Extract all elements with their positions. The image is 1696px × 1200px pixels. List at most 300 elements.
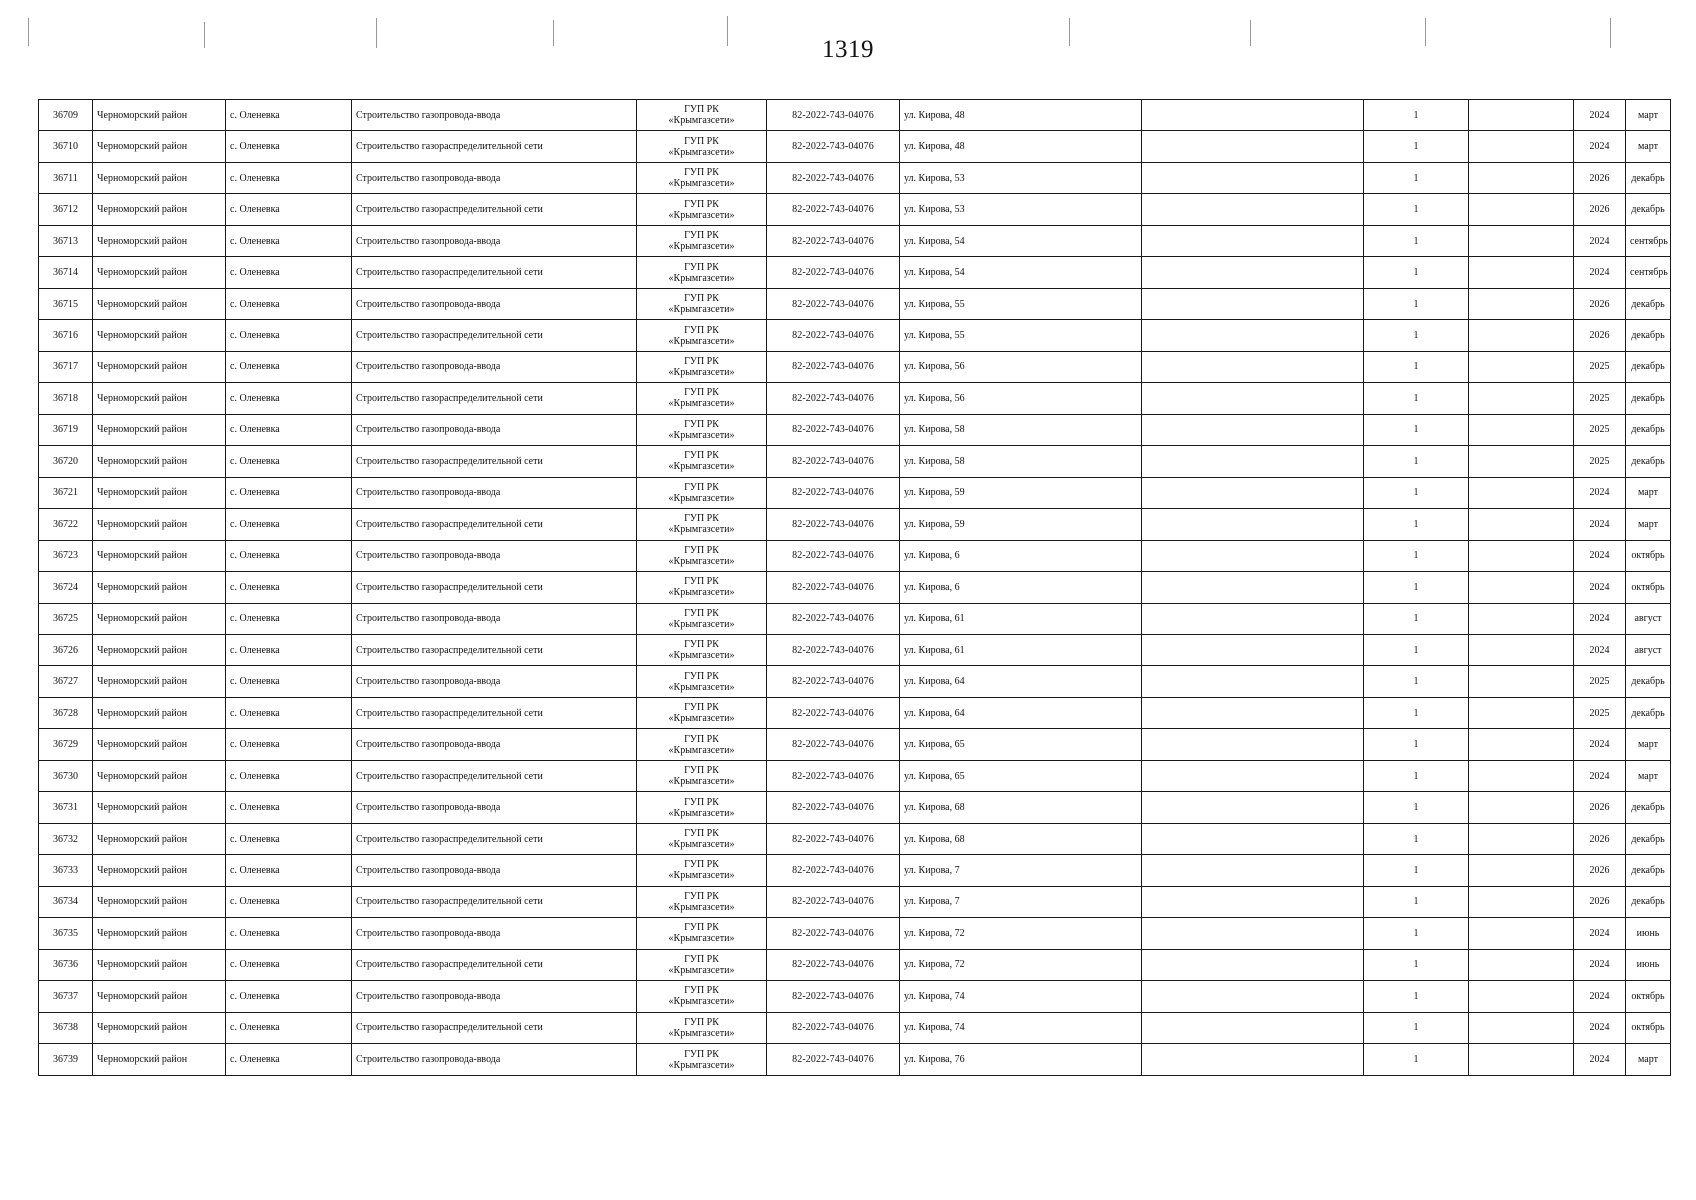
registration-number-cell: 82-2022-743-04076	[767, 792, 900, 823]
table-row	[39, 603, 1671, 634]
empty-cell	[1142, 949, 1364, 980]
district-cell: Черноморский район	[93, 918, 226, 949]
organization-type: ГУП РК	[684, 890, 719, 902]
organization-cell	[637, 823, 767, 854]
table-row	[39, 1044, 1671, 1076]
address-cell: ул. Кирова, 59	[900, 509, 1142, 540]
empty-cell	[1142, 320, 1364, 351]
organization-type: ГУП РК	[684, 135, 719, 147]
registration-number-cell: 82-2022-743-04076	[767, 886, 900, 917]
quantity-cell: 1	[1364, 446, 1469, 477]
address-cell: ул. Кирова, 61	[900, 634, 1142, 665]
registration-number-cell: 82-2022-743-04076	[767, 572, 900, 603]
month-cell: июнь	[1626, 918, 1671, 949]
year-cell: 2024	[1574, 509, 1626, 540]
month-cell: март	[1626, 760, 1671, 791]
address-cell: ул. Кирова, 58	[900, 446, 1142, 477]
row-id: 36719	[39, 414, 93, 445]
empty-cell	[1142, 288, 1364, 319]
work-type-cell: Строительство газораспределительной сети	[352, 572, 637, 603]
registration-number-cell: 82-2022-743-04076	[767, 1012, 900, 1043]
year-cell: 2024	[1574, 257, 1626, 288]
month-cell: декабрь	[1626, 666, 1671, 697]
organization-cell	[637, 634, 767, 665]
empty-cell	[1142, 351, 1364, 382]
quantity-cell: 1	[1364, 981, 1469, 1012]
registration-number-cell: 82-2022-743-04076	[767, 194, 900, 225]
organization-type: ГУП РК	[684, 387, 719, 399]
month-cell: июнь	[1626, 949, 1671, 980]
district-cell: Черноморский район	[93, 603, 226, 634]
year-cell: 2026	[1574, 194, 1626, 225]
organization-cell	[637, 100, 767, 131]
empty-cell	[1142, 697, 1364, 728]
quantity-cell: 1	[1364, 351, 1469, 382]
locality-cell: с. Оленевка	[226, 760, 352, 791]
address-cell: ул. Кирова, 61	[900, 603, 1142, 634]
month-cell: декабрь	[1626, 351, 1671, 382]
quantity-cell: 1	[1364, 131, 1469, 162]
work-type-cell: Строительство газопровода-ввода	[352, 162, 637, 193]
organization-type: ГУП РК	[684, 702, 719, 714]
district-cell: Черноморский район	[93, 823, 226, 854]
organization-cell	[637, 666, 767, 697]
table-body	[39, 100, 1671, 1076]
locality-cell: с. Оленевка	[226, 477, 352, 508]
address-cell: ул. Кирова, 65	[900, 729, 1142, 760]
locality-cell: с. Оленевка	[226, 288, 352, 319]
row-id: 36734	[39, 886, 93, 917]
month-cell: декабрь	[1626, 288, 1671, 319]
row-id: 36736	[39, 949, 93, 980]
table-row	[39, 194, 1671, 225]
work-type-cell: Строительство газопровода-ввода	[352, 225, 637, 256]
table-row	[39, 540, 1671, 571]
organization-type: ГУП РК	[684, 576, 719, 588]
organization-cell	[637, 1044, 767, 1076]
row-id: 36721	[39, 477, 93, 508]
quantity-cell: 1	[1364, 666, 1469, 697]
address-cell: ул. Кирова, 68	[900, 823, 1142, 854]
district-cell: Черноморский район	[93, 540, 226, 571]
empty-cell	[1469, 886, 1574, 917]
table-row	[39, 320, 1671, 351]
year-cell: 2024	[1574, 729, 1626, 760]
organization-type: ГУП РК	[684, 513, 719, 525]
empty-cell	[1469, 603, 1574, 634]
district-cell: Черноморский район	[93, 981, 226, 1012]
locality-cell: с. Оленевка	[226, 855, 352, 886]
row-id: 36709	[39, 100, 93, 131]
locality-cell: с. Оленевка	[226, 729, 352, 760]
organization-name: «Крымгазсети»	[668, 555, 735, 567]
locality-cell: с. Оленевка	[226, 131, 352, 162]
organization-type: ГУП РК	[684, 765, 719, 777]
quantity-cell: 1	[1364, 288, 1469, 319]
empty-cell	[1469, 949, 1574, 980]
address-cell: ул. Кирова, 64	[900, 666, 1142, 697]
work-type-cell: Строительство газораспределительной сети	[352, 1012, 637, 1043]
empty-cell	[1469, 351, 1574, 382]
organization-name: «Крымгазсети»	[668, 241, 735, 253]
organization-name: «Крымгазсети»	[668, 933, 735, 945]
quantity-cell: 1	[1364, 225, 1469, 256]
organization-cell	[637, 886, 767, 917]
registration-number-cell: 82-2022-743-04076	[767, 603, 900, 634]
organization-type: ГУП РК	[684, 639, 719, 651]
row-id: 36724	[39, 572, 93, 603]
address-cell: ул. Кирова, 53	[900, 162, 1142, 193]
table-row	[39, 572, 1671, 603]
registration-number-cell: 82-2022-743-04076	[767, 1044, 900, 1076]
empty-cell	[1469, 572, 1574, 603]
scan-artifact	[28, 18, 29, 46]
month-cell: декабрь	[1626, 194, 1671, 225]
address-cell: ул. Кирова, 64	[900, 697, 1142, 728]
year-cell: 2024	[1574, 100, 1626, 131]
quantity-cell: 1	[1364, 697, 1469, 728]
row-id: 36722	[39, 509, 93, 540]
address-cell: ул. Кирова, 48	[900, 100, 1142, 131]
address-cell: ул. Кирова, 72	[900, 918, 1142, 949]
organization-name: «Крымгазсети»	[668, 272, 735, 284]
locality-cell: с. Оленевка	[226, 257, 352, 288]
registration-number-cell: 82-2022-743-04076	[767, 131, 900, 162]
year-cell: 2026	[1574, 288, 1626, 319]
district-cell: Черноморский район	[93, 1012, 226, 1043]
locality-cell: с. Оленевка	[226, 572, 352, 603]
address-cell: ул. Кирова, 53	[900, 194, 1142, 225]
organization-type: ГУП РК	[684, 828, 719, 840]
table-row	[39, 509, 1671, 540]
organization-type: ГУП РК	[684, 733, 719, 745]
work-type-cell: Строительство газопровода-ввода	[352, 477, 637, 508]
registration-number-cell: 82-2022-743-04076	[767, 414, 900, 445]
empty-cell	[1142, 446, 1364, 477]
organization-name: «Крымгазсети»	[668, 901, 735, 913]
district-cell: Черноморский район	[93, 792, 226, 823]
empty-cell	[1469, 446, 1574, 477]
locality-cell: с. Оленевка	[226, 697, 352, 728]
empty-cell	[1469, 855, 1574, 886]
scan-artifact	[727, 16, 728, 46]
organization-name: «Крымгазсети»	[668, 650, 735, 662]
locality-cell: с. Оленевка	[226, 320, 352, 351]
row-id: 36739	[39, 1044, 93, 1076]
quantity-cell: 1	[1364, 886, 1469, 917]
address-cell: ул. Кирова, 48	[900, 131, 1142, 162]
locality-cell: с. Оленевка	[226, 792, 352, 823]
scan-artifact	[1250, 20, 1251, 46]
empty-cell	[1469, 509, 1574, 540]
organization-name: «Крымгазсети»	[668, 1059, 735, 1071]
empty-cell	[1469, 540, 1574, 571]
address-cell: ул. Кирова, 68	[900, 792, 1142, 823]
district-cell: Черноморский район	[93, 509, 226, 540]
organization-name: «Крымгазсети»	[668, 524, 735, 536]
month-cell: март	[1626, 1044, 1671, 1076]
district-cell: Черноморский район	[93, 760, 226, 791]
table-row	[39, 288, 1671, 319]
work-type-cell: Строительство газораспределительной сети	[352, 383, 637, 414]
organization-cell	[637, 918, 767, 949]
district-cell: Черноморский район	[93, 697, 226, 728]
organization-name: «Крымгазсети»	[668, 870, 735, 882]
row-id: 36720	[39, 446, 93, 477]
quantity-cell: 1	[1364, 855, 1469, 886]
empty-cell	[1469, 100, 1574, 131]
empty-cell	[1142, 792, 1364, 823]
quantity-cell: 1	[1364, 414, 1469, 445]
organization-type: ГУП РК	[684, 324, 719, 336]
year-cell: 2024	[1574, 603, 1626, 634]
locality-cell: с. Оленевка	[226, 981, 352, 1012]
empty-cell	[1142, 100, 1364, 131]
registration-number-cell: 82-2022-743-04076	[767, 100, 900, 131]
month-cell: сентябрь	[1626, 257, 1671, 288]
locality-cell: с. Оленевка	[226, 823, 352, 854]
address-cell: ул. Кирова, 55	[900, 320, 1142, 351]
empty-cell	[1142, 225, 1364, 256]
row-id: 36723	[39, 540, 93, 571]
year-cell: 2024	[1574, 981, 1626, 1012]
district-cell: Черноморский район	[93, 634, 226, 665]
table-row	[39, 446, 1671, 477]
quantity-cell: 1	[1364, 949, 1469, 980]
row-id: 36733	[39, 855, 93, 886]
organization-name: «Крымгазсети»	[668, 366, 735, 378]
district-cell: Черноморский район	[93, 194, 226, 225]
registration-number-cell: 82-2022-743-04076	[767, 477, 900, 508]
quantity-cell: 1	[1364, 572, 1469, 603]
organization-cell	[637, 162, 767, 193]
empty-cell	[1142, 194, 1364, 225]
month-cell: октябрь	[1626, 981, 1671, 1012]
quantity-cell: 1	[1364, 792, 1469, 823]
work-type-cell: Строительство газопровода-ввода	[352, 981, 637, 1012]
work-type-cell: Строительство газопровода-ввода	[352, 603, 637, 634]
year-cell: 2025	[1574, 446, 1626, 477]
work-type-cell: Строительство газопровода-ввода	[352, 288, 637, 319]
empty-cell	[1142, 540, 1364, 571]
organization-name: «Крымгазсети»	[668, 429, 735, 441]
organization-name: «Крымгазсети»	[668, 776, 735, 788]
work-type-cell: Строительство газопровода-ввода	[352, 792, 637, 823]
empty-cell	[1469, 414, 1574, 445]
quantity-cell: 1	[1364, 540, 1469, 571]
organization-name: «Крымгазсети»	[668, 146, 735, 158]
registration-number-cell: 82-2022-743-04076	[767, 760, 900, 791]
registration-number-cell: 82-2022-743-04076	[767, 383, 900, 414]
empty-cell	[1469, 697, 1574, 728]
work-type-cell: Строительство газопровода-ввода	[352, 729, 637, 760]
organization-name: «Крымгазсети»	[668, 839, 735, 851]
table-row	[39, 886, 1671, 917]
organization-cell	[637, 351, 767, 382]
month-cell: декабрь	[1626, 855, 1671, 886]
row-id: 36717	[39, 351, 93, 382]
district-cell: Черноморский район	[93, 351, 226, 382]
organization-type: ГУП РК	[684, 198, 719, 210]
work-type-cell: Строительство газопровода-ввода	[352, 414, 637, 445]
work-type-cell: Строительство газопровода-ввода	[352, 666, 637, 697]
year-cell: 2026	[1574, 320, 1626, 351]
registration-number-cell: 82-2022-743-04076	[767, 351, 900, 382]
year-cell: 2024	[1574, 634, 1626, 665]
organization-name: «Крымгазсети»	[668, 587, 735, 599]
locality-cell: с. Оленевка	[226, 414, 352, 445]
row-id: 36714	[39, 257, 93, 288]
year-cell: 2026	[1574, 823, 1626, 854]
empty-cell	[1142, 729, 1364, 760]
district-cell: Черноморский район	[93, 1044, 226, 1076]
organization-name: «Крымгазсети»	[668, 492, 735, 504]
organization-type: ГУП РК	[684, 953, 719, 965]
address-cell: ул. Кирова, 7	[900, 855, 1142, 886]
organization-name: «Крымгазсети»	[668, 681, 735, 693]
organization-cell	[637, 131, 767, 162]
empty-cell	[1469, 320, 1574, 351]
scan-artifact	[376, 18, 377, 48]
organization-cell	[637, 729, 767, 760]
organization-type: ГУП РК	[684, 859, 719, 871]
address-cell: ул. Кирова, 54	[900, 225, 1142, 256]
quantity-cell: 1	[1364, 823, 1469, 854]
row-id: 36726	[39, 634, 93, 665]
organization-cell	[637, 1012, 767, 1043]
registration-number-cell: 82-2022-743-04076	[767, 288, 900, 319]
empty-cell	[1469, 257, 1574, 288]
empty-cell	[1469, 634, 1574, 665]
year-cell: 2024	[1574, 760, 1626, 791]
work-type-cell: Строительство газопровода-ввода	[352, 855, 637, 886]
registration-number-cell: 82-2022-743-04076	[767, 666, 900, 697]
year-cell: 2026	[1574, 855, 1626, 886]
quantity-cell: 1	[1364, 603, 1469, 634]
month-cell: март	[1626, 100, 1671, 131]
registration-number-cell: 82-2022-743-04076	[767, 225, 900, 256]
organization-cell	[637, 603, 767, 634]
row-id: 36716	[39, 320, 93, 351]
row-id: 36738	[39, 1012, 93, 1043]
work-type-cell: Строительство газораспределительной сети	[352, 697, 637, 728]
table-row	[39, 634, 1671, 665]
year-cell: 2024	[1574, 572, 1626, 603]
year-cell: 2024	[1574, 918, 1626, 949]
work-type-cell: Строительство газораспределительной сети	[352, 194, 637, 225]
locality-cell: с. Оленевка	[226, 383, 352, 414]
organization-cell	[637, 414, 767, 445]
empty-cell	[1142, 823, 1364, 854]
empty-cell	[1142, 886, 1364, 917]
year-cell: 2024	[1574, 949, 1626, 980]
year-cell: 2025	[1574, 666, 1626, 697]
organization-name: «Крымгазсети»	[668, 178, 735, 190]
work-type-cell: Строительство газораспределительной сети	[352, 257, 637, 288]
year-cell: 2024	[1574, 540, 1626, 571]
address-cell: ул. Кирова, 6	[900, 572, 1142, 603]
empty-cell	[1469, 1044, 1574, 1076]
table-row	[39, 729, 1671, 760]
address-cell: ул. Кирова, 55	[900, 288, 1142, 319]
locality-cell: с. Оленевка	[226, 194, 352, 225]
month-cell: декабрь	[1626, 823, 1671, 854]
empty-cell	[1142, 257, 1364, 288]
row-id: 36712	[39, 194, 93, 225]
locality-cell: с. Оленевка	[226, 446, 352, 477]
row-id: 36727	[39, 666, 93, 697]
district-cell: Черноморский район	[93, 383, 226, 414]
table-row	[39, 383, 1671, 414]
organization-cell	[637, 540, 767, 571]
scan-artifact	[204, 22, 205, 48]
district-cell: Черноморский район	[93, 257, 226, 288]
quantity-cell: 1	[1364, 194, 1469, 225]
table-row	[39, 666, 1671, 697]
month-cell: декабрь	[1626, 414, 1671, 445]
organization-cell	[637, 477, 767, 508]
locality-cell: с. Оленевка	[226, 918, 352, 949]
empty-cell	[1469, 477, 1574, 508]
work-type-cell: Строительство газораспределительной сети	[352, 886, 637, 917]
organization-type: ГУП РК	[684, 293, 719, 305]
month-cell: декабрь	[1626, 162, 1671, 193]
organization-type: ГУП РК	[684, 1048, 719, 1060]
quantity-cell: 1	[1364, 1012, 1469, 1043]
organization-cell	[637, 288, 767, 319]
registration-number-cell: 82-2022-743-04076	[767, 855, 900, 886]
quantity-cell: 1	[1364, 918, 1469, 949]
district-cell: Черноморский район	[93, 855, 226, 886]
year-cell: 2026	[1574, 792, 1626, 823]
address-cell: ул. Кирова, 74	[900, 1012, 1142, 1043]
table-row	[39, 981, 1671, 1012]
organization-cell	[637, 225, 767, 256]
quantity-cell: 1	[1364, 634, 1469, 665]
registration-number-cell: 82-2022-743-04076	[767, 729, 900, 760]
empty-cell	[1469, 792, 1574, 823]
table-row	[39, 855, 1671, 886]
quantity-cell: 1	[1364, 1044, 1469, 1076]
registration-number-cell: 82-2022-743-04076	[767, 162, 900, 193]
year-cell: 2026	[1574, 162, 1626, 193]
month-cell: декабрь	[1626, 320, 1671, 351]
organization-name: «Крымгазсети»	[668, 398, 735, 410]
organization-type: ГУП РК	[684, 355, 719, 367]
table-row	[39, 225, 1671, 256]
empty-cell	[1469, 823, 1574, 854]
row-id: 36728	[39, 697, 93, 728]
locality-cell: с. Оленевка	[226, 666, 352, 697]
year-cell: 2024	[1574, 225, 1626, 256]
organization-type: ГУП РК	[684, 607, 719, 619]
locality-cell: с. Оленевка	[226, 634, 352, 665]
empty-cell	[1142, 855, 1364, 886]
organization-name: «Крымгазсети»	[668, 713, 735, 725]
year-cell: 2025	[1574, 351, 1626, 382]
row-id: 36725	[39, 603, 93, 634]
district-cell: Черноморский район	[93, 446, 226, 477]
empty-cell	[1142, 603, 1364, 634]
organization-name: «Крымгазсети»	[668, 1027, 735, 1039]
work-type-cell: Строительство газораспределительной сети	[352, 634, 637, 665]
quantity-cell: 1	[1364, 760, 1469, 791]
district-cell: Черноморский район	[93, 949, 226, 980]
row-id: 36737	[39, 981, 93, 1012]
row-id: 36732	[39, 823, 93, 854]
empty-cell	[1142, 1012, 1364, 1043]
quantity-cell: 1	[1364, 257, 1469, 288]
